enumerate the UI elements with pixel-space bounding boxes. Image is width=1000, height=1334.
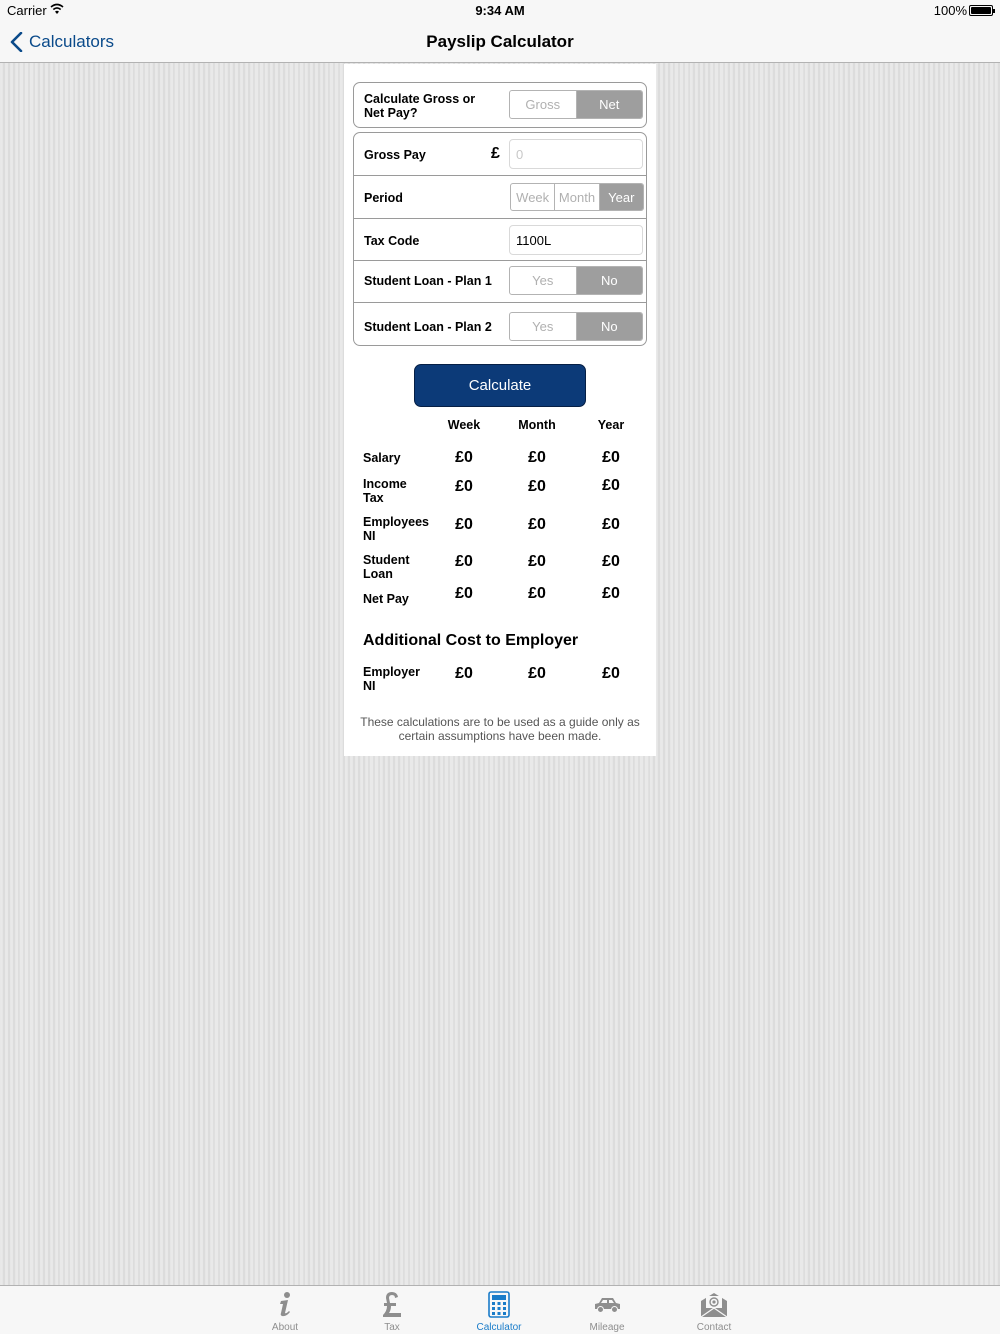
navigation-bar [0,22,1000,63]
pound-icon [381,1288,403,1320]
calculate-button[interactable]: Calculate [414,364,586,407]
employer-section-title: Additional Cost to Employer [363,632,579,649]
info-icon [275,1288,295,1320]
salary-year-value: £0 [602,449,620,466]
plan2-yes-option[interactable]: Yes [532,319,554,334]
period-label: Period [364,191,403,205]
employees-ni-year-value: £0 [602,516,620,533]
gross-net-toggle[interactable] [509,90,643,119]
column-header-month: Month [518,418,556,432]
period-year-option[interactable]: Year [599,184,643,210]
result-label-net-pay: Net Pay [363,592,409,606]
mode-group [353,82,647,128]
tax-code-input[interactable] [509,225,643,255]
inputs-group [353,132,647,346]
net-pay-month-value: £0 [528,585,546,602]
tab-mileage[interactable] [567,1286,647,1334]
student-loan-plan1-row [354,261,646,303]
period-month-option[interactable]: Month [554,184,598,210]
result-label-employees-ni: Employees NI [363,515,430,543]
employees-ni-month-value: £0 [528,516,546,533]
salary-week-value: £0 [455,449,473,466]
payslip-card [344,64,656,756]
student-loan-year-value: £0 [602,553,620,570]
battery-icon [969,5,993,16]
student-loan-plan2-toggle[interactable] [509,312,643,341]
employer-ni-week-value: £0 [455,665,473,682]
period-row [354,176,646,219]
currency-symbol: £ [491,145,500,162]
income-tax-month-value: £0 [528,478,546,495]
result-label-student-loan: Student Loan [363,553,410,581]
column-header-year: Year [597,418,625,432]
battery-percent: 100% [933,3,967,18]
period-selector[interactable] [510,183,644,211]
gross-pay-row [354,133,646,176]
employer-ni-month-value: £0 [528,665,546,682]
tab-calculator-label: Calculator [476,1322,522,1333]
net-pay-week-value: £0 [455,585,473,602]
student-loan-month-value: £0 [528,553,546,570]
employees-ni-week-value: £0 [455,516,473,533]
plan1-no-option[interactable]: No [576,267,643,294]
mode-row [354,83,646,127]
tab-calculator[interactable] [459,1286,539,1334]
tab-bar [0,1285,1000,1334]
employer-ni-year-value: £0 [602,665,620,682]
student-loan-plan1-toggle[interactable] [509,266,643,295]
car-icon [592,1288,622,1320]
calculator-icon [488,1288,510,1320]
page-title: Payslip Calculator [426,32,574,51]
tab-about[interactable] [245,1286,325,1334]
tab-tax-label: Tax [384,1322,400,1333]
tax-code-row [354,219,646,261]
gross-pay-input[interactable] [509,139,643,169]
period-week-option[interactable]: Week [516,189,550,205]
plan2-no-option[interactable]: No [576,313,643,340]
net-pay-year-value: £0 [602,585,620,602]
result-label-salary: Salary [363,451,401,465]
plan1-yes-option[interactable]: Yes [532,273,554,288]
result-label-income-tax: Income Tax [363,477,407,505]
tab-contact-label: Contact [696,1322,732,1333]
status-time: 9:34 AM [475,3,525,18]
student-loan-plan2-label: Student Loan - Plan 2 [364,320,492,334]
back-button-label: Calculators [29,32,115,51]
income-tax-year-value: £0 [602,477,620,494]
tab-tax[interactable] [352,1286,432,1334]
tab-mileage-label: Mileage [589,1322,625,1333]
disclaimer-text: These calculations are to be used as a guide only as certain assumptions have been made. [360,715,640,743]
column-header-week: Week [447,418,481,432]
student-loan-plan1-label: Student Loan - Plan 1 [364,274,492,288]
income-tax-week-value: £0 [455,478,473,495]
student-loan-plan2-row [354,303,646,345]
mail-at-icon [700,1288,728,1320]
gross-pay-label: Gross Pay [364,148,426,162]
gross-option[interactable]: Gross [525,97,561,112]
net-option[interactable]: Net [576,91,643,118]
tab-contact[interactable] [674,1286,754,1334]
tab-about-label: About [271,1322,299,1333]
salary-month-value: £0 [528,449,546,466]
carrier-label: Carrier [7,3,47,18]
result-label-employer-ni: Employer NI [363,665,420,693]
mode-label: Calculate Gross or Net Pay? [364,92,476,120]
status-bar [0,0,1000,22]
student-loan-week-value: £0 [455,553,473,570]
tax-code-label: Tax Code [364,234,420,248]
